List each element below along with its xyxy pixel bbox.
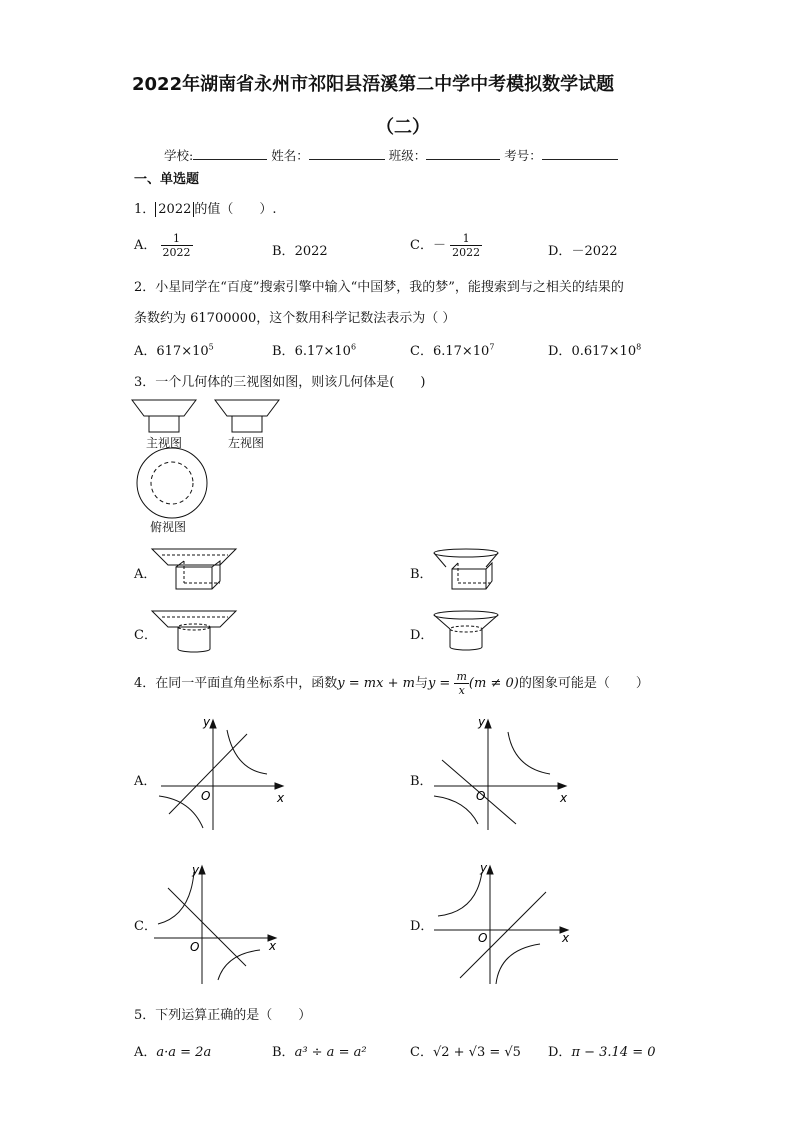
q4-stem-mid: 与 — [414, 676, 428, 691]
q1-a-den: 2022 — [162, 246, 191, 259]
top-view-label: 俯视图 — [150, 520, 187, 534]
q1-number: 1． — [134, 202, 156, 217]
q2-a-label: A． — [134, 344, 157, 359]
q3-b-figure — [430, 545, 502, 595]
q5-option-b[interactable] — [272, 1041, 367, 1060]
q4-f2-num: m — [456, 670, 467, 683]
q4-stem-post: 的图象可能是（ ） — [518, 676, 649, 691]
q4-d-y-label: y — [480, 861, 488, 875]
q4-a-origin-label: O — [201, 789, 211, 803]
q4-c-graph — [150, 858, 290, 988]
q1-stem-tail: 的值（ ）. — [194, 202, 277, 217]
q4-d-origin-label: O — [478, 931, 488, 945]
q1-option-a[interactable] — [134, 232, 193, 259]
q5-d-label: D． — [548, 1045, 572, 1060]
q2-d-exp: 8 — [636, 342, 642, 352]
q4-option-d[interactable]: D． — [410, 919, 434, 934]
q3-option-d[interactable]: D． — [410, 628, 434, 643]
name-blank[interactable] — [309, 147, 385, 160]
name-label: 姓名： — [271, 148, 309, 163]
q1-c-fraction — [450, 232, 482, 259]
page-title: 2022年湖南省永州市祁阳县浯溪第二中学中考模拟数学试题 — [132, 74, 615, 95]
q1-c-label: C． — [410, 238, 433, 253]
front-view-label: 主视图 — [146, 436, 183, 450]
section-title: 一、单选题 — [134, 172, 200, 187]
q5-b-expr: a³ ÷ a = a² — [294, 1045, 367, 1060]
q5-a-label: A． — [134, 1045, 157, 1060]
school-blank[interactable] — [193, 147, 267, 160]
top-view-figure — [137, 448, 207, 518]
q5-stem: 5．下列运算正确的是（ ） — [134, 1008, 312, 1023]
front-view-figure — [132, 400, 196, 432]
q1-option-c[interactable] — [410, 232, 482, 259]
q1-c-den: 2022 — [452, 246, 481, 259]
q4-b-graph — [430, 712, 575, 832]
q2-stem-line1: 2．小星同学在“百度”搜索引擎中输入“中国梦，我的梦”，能搜索到与之相关的结果的 — [134, 280, 624, 295]
q4-stem — [134, 670, 649, 697]
q4-b-y-label: y — [478, 715, 486, 729]
q4-f2-cond: (m ≠ 0) — [468, 676, 519, 691]
student-info-line — [164, 146, 618, 164]
exam-no-label: 考号： — [504, 148, 542, 163]
q3-option-c[interactable]: C． — [134, 628, 157, 643]
q1-option-d[interactable] — [548, 240, 618, 259]
q5-c-expr: √2 + √3 = √5 — [432, 1045, 521, 1060]
q4-c-x-label: x — [269, 939, 277, 953]
q4-option-a[interactable]: A． — [134, 774, 157, 789]
q2-option-b[interactable] — [272, 340, 356, 359]
q5-d-expr: π − 3.14 = 0 — [571, 1045, 656, 1060]
q3-option-a[interactable]: A． — [134, 567, 157, 582]
q3-stem: 3．一个几何体的三视图如图，则该几何体是( ) — [134, 375, 426, 390]
q2-c-label: C． — [410, 344, 433, 359]
left-view-label: 左视图 — [228, 436, 265, 450]
q1-c-num: 1 — [450, 232, 482, 246]
q2-b-base: 6.17×10 — [294, 344, 351, 359]
q4-option-c[interactable]: C． — [134, 919, 157, 934]
q4-a-x-label: x — [277, 791, 285, 805]
q4-b-x-label: x — [560, 791, 568, 805]
q4-c-origin-label: O — [190, 940, 200, 954]
q4-f2-den: x — [458, 684, 465, 697]
q4-d-x-label: x — [562, 931, 570, 945]
q1-a-fraction — [161, 232, 193, 259]
class-blank[interactable] — [426, 147, 500, 160]
q4-c-y-label: y — [192, 863, 200, 877]
q1-a-num: 1 — [161, 232, 193, 246]
q1-abs-content: 2022 — [158, 202, 192, 217]
q4-f2-fraction — [454, 670, 468, 697]
class-label: 班级： — [388, 148, 427, 163]
q2-d-label: D． — [548, 344, 572, 359]
q1-stem — [134, 198, 277, 217]
q5-c-label: C． — [410, 1045, 433, 1060]
q2-d-base: 0.617×10 — [571, 344, 637, 359]
q4-f2-pre: y = — [427, 676, 451, 691]
q1-d-label: D． — [548, 244, 572, 259]
q4-a-y-label: y — [203, 715, 211, 729]
q5-a-expr: a·a = 2a — [156, 1045, 212, 1060]
q3-d-figure — [430, 607, 502, 657]
q2-a-base: 617×10 — [156, 344, 209, 359]
q1-c-minus: － — [432, 238, 446, 253]
q2-c-base: 6.17×10 — [432, 344, 490, 359]
left-view-figure — [215, 400, 279, 432]
q2-option-a[interactable] — [134, 340, 214, 359]
q4-a-graph — [155, 712, 295, 832]
q5-b-label: B． — [272, 1045, 295, 1060]
q3-option-b[interactable]: B． — [410, 567, 433, 582]
q1-b-text: 2022 — [294, 244, 328, 259]
q4-linear-function: y = mx + m — [337, 676, 415, 691]
q4-d-graph — [430, 858, 575, 988]
q5-option-a[interactable] — [134, 1041, 211, 1060]
page-subtitle: （二） — [376, 117, 430, 138]
q5-option-c[interactable] — [410, 1041, 521, 1060]
q2-c-exp: 7 — [489, 342, 495, 352]
q4-stem-pre: 4．在同一平面直角坐标系中，函数 — [134, 676, 338, 691]
q2-option-c[interactable] — [410, 340, 494, 359]
q5-option-d[interactable] — [548, 1041, 656, 1060]
q2-a-exp: 5 — [208, 342, 214, 352]
q2-stem-line2: 条数约为 61700000，这个数用科学记数法表示为（ ） — [134, 311, 456, 326]
q1-option-b[interactable] — [272, 240, 328, 259]
q4-b-origin-label: O — [476, 789, 486, 803]
exam-no-blank[interactable] — [542, 147, 618, 160]
school-label: 学校: — [164, 148, 194, 163]
q1-d-text: －2022 — [571, 244, 618, 259]
q4-option-b[interactable]: B． — [410, 774, 433, 789]
q1-b-label: B． — [272, 244, 295, 259]
q2-b-exp: 6 — [350, 342, 357, 352]
q3-a-figure — [148, 545, 240, 595]
q1-a-label: A． — [134, 238, 157, 253]
q2-b-label: B． — [272, 344, 295, 359]
q3-c-figure — [148, 607, 240, 657]
q1-abs-value — [155, 202, 194, 217]
q2-option-d[interactable] — [548, 340, 641, 359]
